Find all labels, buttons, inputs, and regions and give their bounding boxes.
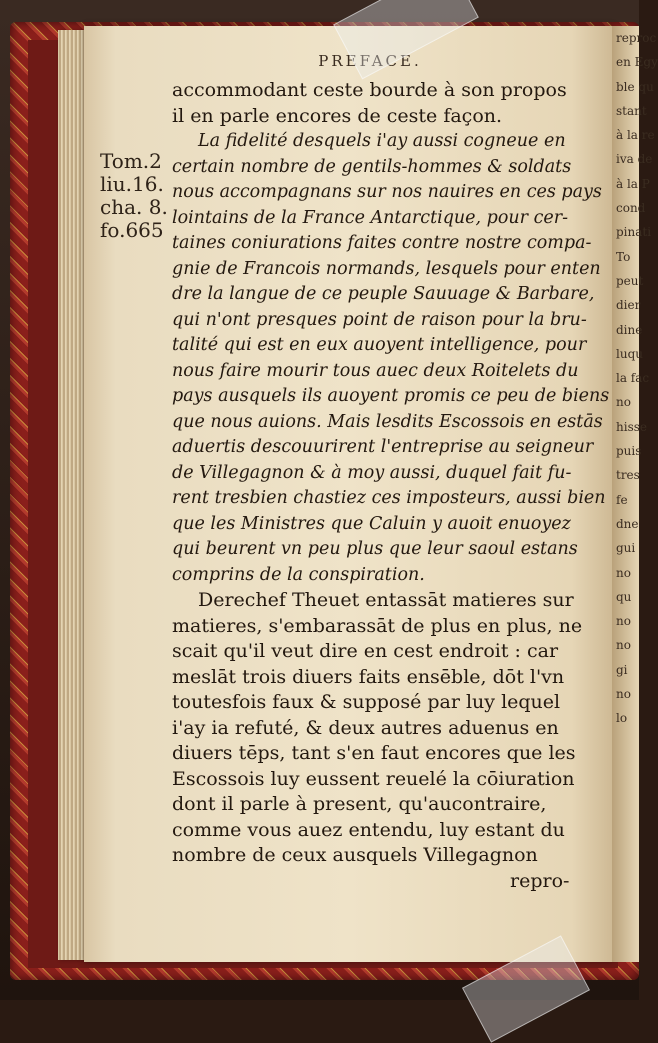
facing-page-line: no xyxy=(616,638,631,653)
margin-note-line: Tom.2 xyxy=(100,149,162,173)
margin-note-line: cha. 8. xyxy=(100,195,168,219)
page-text xyxy=(172,78,610,869)
facing-page xyxy=(612,26,658,962)
facing-page-line: ble qu xyxy=(616,79,654,94)
facing-page-line: no xyxy=(616,614,631,629)
running-title: PREFACE. xyxy=(318,52,422,70)
facing-page-line: à la P xyxy=(616,176,650,191)
text-line: taines coniurations faites contre nostre compa- xyxy=(172,233,592,253)
facing-page-line: fe xyxy=(616,492,628,507)
catchword: repro- xyxy=(510,870,570,892)
facing-page-line: la fac xyxy=(616,371,650,386)
text-line: La fidelité desquels i'ay aussi cogneue en xyxy=(198,131,566,151)
text-line: matieres, s'embarassāt de plus en plus, ne xyxy=(172,614,583,637)
text-line: comme vous auez entendu, luy estant du xyxy=(172,818,565,841)
margin-note-line: liu.16. xyxy=(100,172,164,196)
text-line: rent tresbien chastiez ces imposteurs, aussi bien xyxy=(172,488,606,508)
facing-page-line: no xyxy=(616,565,631,580)
text-line: dont il parle à present, qu'aucontraire, xyxy=(172,793,547,815)
text-line: nous faire mourir tous auec deux Roitelets du xyxy=(172,360,579,381)
facing-page-line: à la re xyxy=(616,128,655,143)
text-line: talité qui est en eux auoyent intelligence, pour xyxy=(172,335,587,355)
text-line: dre la langue de ce peuple Sauuage & Barbare, xyxy=(172,284,595,304)
margin-note xyxy=(100,150,170,242)
facing-page-line: no xyxy=(616,395,631,410)
facing-page-line: peut xyxy=(616,273,644,288)
facing-page-line: To xyxy=(616,249,631,264)
margin-note-line: fo.665 xyxy=(100,218,164,242)
facing-page-line: hisse xyxy=(616,419,647,434)
facing-page-line: qu xyxy=(616,589,632,604)
text-line: lointains de la France Antarctique, pour cer- xyxy=(172,207,569,228)
text-line: Escossois luy eussent reuelé la cōiuration xyxy=(172,767,575,790)
text-line: nombre de ceux ausquels Villegagnon xyxy=(172,844,538,866)
text-line: nous accompagnans sur nos nauires en ces pays xyxy=(172,182,602,202)
roman-paragraph-bottom xyxy=(172,588,588,869)
text-line: pays ausquels ils auoyent promis ce peu de biens xyxy=(172,386,610,406)
text-line: certain nombre de gentils-hommes & soldats xyxy=(172,156,572,177)
facing-page-line: stant xyxy=(616,103,647,118)
text-line: aduertis descouurirent l'entreprise au seigneur xyxy=(172,437,594,457)
text-line: Derechef Theuet entassāt matieres sur xyxy=(198,589,574,611)
text-line: comprins de la conspiration. xyxy=(172,564,425,585)
facing-page-line: pinati xyxy=(616,225,652,240)
text-line: scait qu'il veut dire en cest endroit : car xyxy=(172,640,559,662)
facing-page-line: dine xyxy=(616,322,643,337)
text-line: meslāt trois diuers faits ensēble, dōt l'vn xyxy=(172,665,565,688)
facing-page-line: cond xyxy=(616,201,646,216)
facing-page-line: lo xyxy=(616,711,628,726)
roman-paragraph-top xyxy=(172,78,588,129)
facing-page-line: gui xyxy=(616,541,636,556)
facing-page-line: no xyxy=(616,687,631,702)
facing-page-line: dne xyxy=(616,516,639,531)
facing-page-line: reproc xyxy=(616,31,657,45)
text-line: qui beurent vn peu plus que leur saoul estans xyxy=(172,539,578,559)
text-line: i'ay ia refuté, & deux autres aduenus en xyxy=(172,716,559,739)
facing-page-line: iva de xyxy=(616,152,653,167)
text-line: qui n'ont presques point de raison pour la bru- xyxy=(172,309,587,330)
text-line: de Villegagnon & à moy aussi, duquel fait fu- xyxy=(172,462,572,483)
facing-page-line: dier xyxy=(616,298,641,313)
text-line: il en parle encores de ceste façon. xyxy=(172,104,503,127)
facing-page-line: luqu xyxy=(616,346,643,361)
text-line: que nous auions. Mais lesdits Escossois en estās xyxy=(172,411,603,432)
text-line: accommodant ceste bourde à son propos xyxy=(172,79,567,101)
text-line: gnie de Francois normands, lesquels pour enten xyxy=(172,258,601,279)
text-line: que les Ministres que Caluin y auoit enuoyez xyxy=(172,513,571,534)
italic-quotation xyxy=(172,129,610,588)
text-line: toutesfois faux & supposé par luy lequel xyxy=(172,691,561,713)
facing-page-line: gi xyxy=(616,662,628,677)
facing-page-line: en Egy xyxy=(616,55,658,70)
facing-page-line: tres xyxy=(616,468,640,483)
text-line: diuers tēps, tant s'en faut encores que les xyxy=(172,742,576,764)
facing-page-line: puis xyxy=(616,444,642,459)
